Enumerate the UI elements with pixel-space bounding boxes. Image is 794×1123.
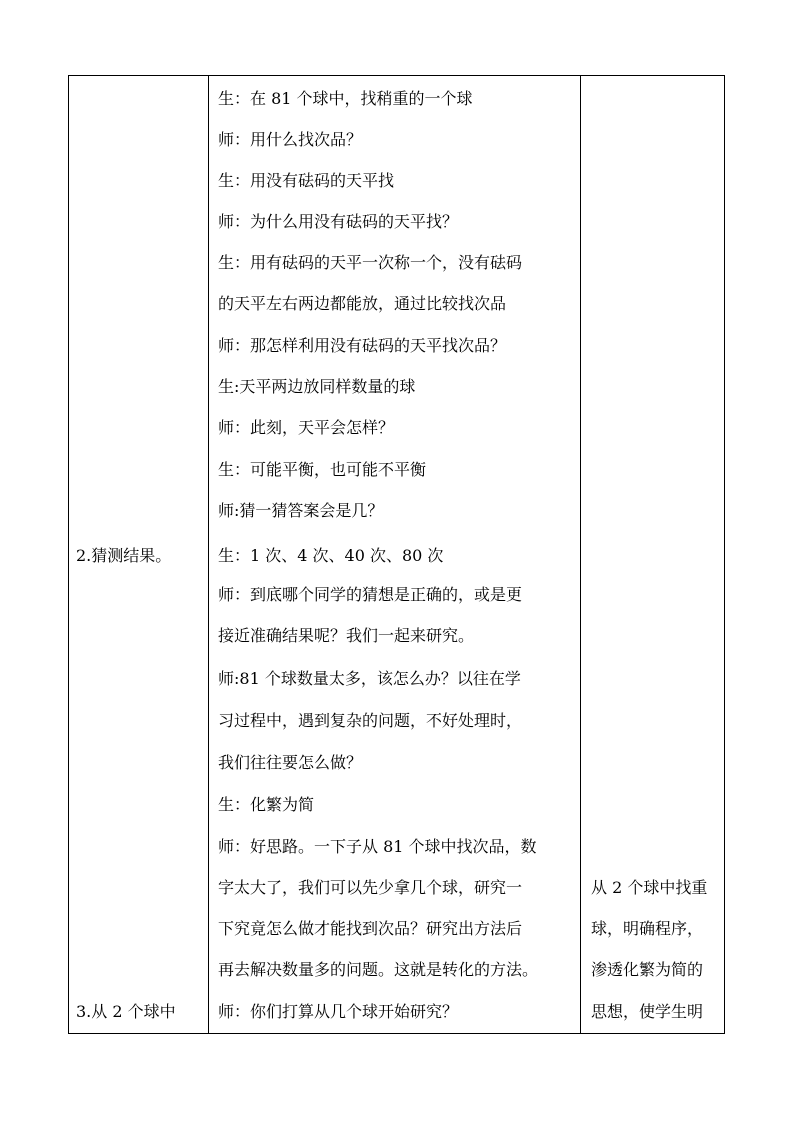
dialogue-line: 生：用没有砝码的天平找 — [218, 171, 395, 190]
intent-line: 渗透化繁为简的 — [591, 960, 704, 979]
dialogue-line: 下究竟怎么做才能找到次品？研究出方法后 — [218, 919, 523, 938]
intent-line: 思想，使学生明 — [591, 1002, 704, 1021]
stage-text: 3.从 2 个球中 — [76, 1002, 176, 1021]
dialogue-line: 生：可能平衡，也可能不平衡 — [218, 460, 427, 479]
stage-column — [69, 76, 208, 1033]
dialogue-line: 字太大了，我们可以先少拿几个球，研究一 — [218, 878, 523, 897]
dialogue-line: 师：此刻，天平会怎样？ — [218, 418, 395, 437]
lesson-table — [68, 75, 725, 1034]
dialogue-line: 师：好思路。一下子从 81 个球中找次品，数 — [218, 837, 537, 856]
dialogue-line: 习过程中，遇到复杂的问题，不好处理时， — [218, 711, 523, 730]
dialogue-line: 生：化繁为简 — [218, 795, 315, 814]
dialogue-line: 再去解决数量多的问题。这就是转化的方法。 — [218, 960, 539, 979]
intent-column — [582, 76, 725, 1033]
dialogue-line: 师：为什么用没有砝码的天平找？ — [218, 212, 459, 231]
dialogue-line: 生：1 次、4 次、40 次、80 次 — [218, 546, 444, 565]
stage-text: 2.猜测结果。 — [76, 546, 172, 565]
dialogue-line: 师：用什么找次品？ — [218, 130, 363, 149]
dialogue-line: 的天平左右两边都能放，通过比较找次品 — [218, 294, 507, 313]
dialogue-line: 生:天平两边放同样数量的球 — [218, 377, 416, 396]
dialogue-line: 师：那怎样利用没有砝码的天平找次品？ — [218, 336, 507, 355]
dialogue-line: 生：用有砝码的天平一次称一个，没有砝码 — [218, 253, 523, 272]
process-column — [209, 76, 581, 1033]
dialogue-line: 接近准确结果呢？我们一起来研究。 — [218, 626, 475, 645]
dialogue-line: 师：你们打算从几个球开始研究？ — [218, 1002, 459, 1021]
dialogue-line: 师：到底哪个同学的猜想是正确的，或是更 — [218, 585, 523, 604]
intent-line: 从 2 个球中找重 — [591, 878, 708, 897]
dialogue-line: 生：在 81 个球中，找稍重的一个球 — [218, 89, 473, 108]
dialogue-line: 师:猜一猜答案会是几？ — [218, 501, 384, 520]
dialogue-line: 我们往往要怎么做？ — [218, 753, 363, 772]
intent-line: 球，明确程序， — [591, 919, 704, 938]
dialogue-line: 师:81 个球数量太多，该怎么办？以往在学 — [218, 669, 521, 688]
